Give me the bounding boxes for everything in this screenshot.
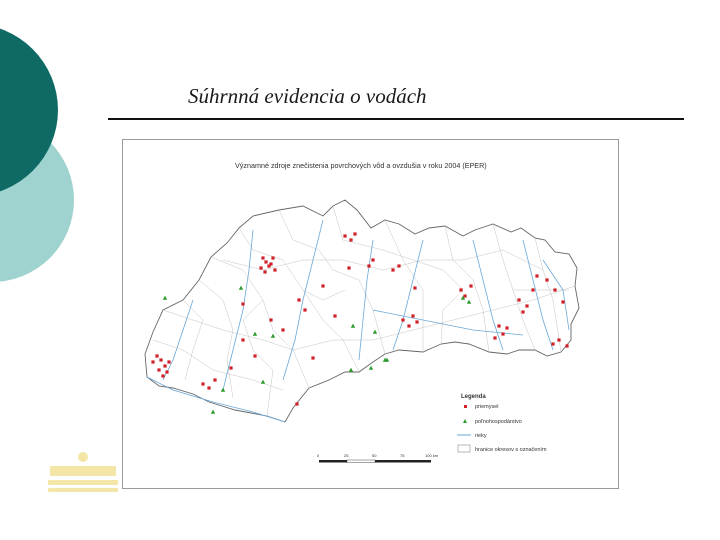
- industry-marker: [561, 300, 564, 303]
- organization-logo: [46, 448, 120, 498]
- industry-marker: [264, 260, 267, 263]
- industry-marker: [565, 344, 568, 347]
- legend-item-districts: hranice okresov s označením: [475, 447, 547, 453]
- scale-segment: [403, 460, 431, 463]
- industry-marker: [367, 264, 370, 267]
- map-svg: [123, 140, 620, 490]
- scale-segment: [375, 460, 403, 463]
- industry-marker: [343, 234, 346, 237]
- industry-marker: [517, 298, 520, 301]
- industry-marker: [493, 336, 496, 339]
- scale-segment: [347, 460, 375, 463]
- industry-marker: [347, 266, 350, 269]
- industry-marker: [253, 354, 256, 357]
- industry-marker: [535, 274, 538, 277]
- industry-marker: [269, 262, 272, 265]
- legend-district-symbol: [458, 445, 470, 452]
- industry-marker: [261, 256, 264, 259]
- industry-marker: [161, 374, 164, 377]
- legend-heading: Legenda: [461, 394, 486, 400]
- title-underline: [108, 118, 684, 120]
- legend: [457, 394, 547, 453]
- industry-marker: [521, 310, 524, 313]
- industry-marker: [459, 288, 462, 291]
- industry-marker: [557, 338, 560, 341]
- slide-title: Súhrnná evidencia o vodách: [188, 84, 427, 108]
- industry-marker: [151, 360, 154, 363]
- industry-marker: [167, 360, 170, 363]
- industry-marker: [407, 324, 410, 327]
- industry-marker: [295, 402, 298, 405]
- industry-marker: [201, 382, 204, 385]
- industry-marker: [401, 318, 404, 321]
- industry-marker: [165, 370, 168, 373]
- industry-marker: [271, 256, 274, 259]
- industry-marker: [297, 298, 300, 301]
- legend-item-rivers: rieky: [475, 433, 487, 439]
- agriculture-marker: [369, 366, 373, 370]
- industry-marker: [213, 378, 216, 381]
- industry-marker: [259, 266, 262, 269]
- industry-marker: [311, 356, 314, 359]
- scale-label: 100 km: [425, 453, 439, 458]
- industry-marker: [531, 288, 534, 291]
- industry-marker: [273, 268, 276, 271]
- industry-marker: [505, 326, 508, 329]
- industry-marker: [241, 338, 244, 341]
- legend-item-industry: priemysel: [475, 404, 499, 410]
- industry-marker: [163, 364, 166, 367]
- agriculture-marker: [163, 296, 167, 300]
- industry-marker: [241, 302, 244, 305]
- industry-marker: [469, 284, 472, 287]
- industry-marker: [497, 324, 500, 327]
- industry-marker: [553, 288, 556, 291]
- industry-marker: [415, 320, 418, 323]
- scale-segment: [319, 460, 347, 463]
- industry-marker: [525, 304, 528, 307]
- industry-marker: [155, 354, 158, 357]
- map-title: Významné zdroje znečistenia povrchových vôd a ovzdušia v roku 2004 (EPER): [235, 161, 487, 170]
- scale-bar: [317, 453, 439, 463]
- scale-label: 0: [317, 453, 320, 458]
- scale-label: 25: [344, 453, 349, 458]
- scale-label: 50: [372, 453, 377, 458]
- industry-marker: [411, 314, 414, 317]
- industry-marker: [545, 278, 548, 281]
- industry-marker: [207, 386, 210, 389]
- industry-marker: [269, 318, 272, 321]
- industry-marker: [551, 342, 554, 345]
- industry-marker: [303, 308, 306, 311]
- industry-marker: [333, 314, 336, 317]
- corner-decoration: [0, 0, 130, 300]
- industry-marker: [349, 238, 352, 241]
- map-figure: [122, 139, 619, 489]
- industry-marker: [321, 284, 324, 287]
- industry-marker: [413, 286, 416, 289]
- legend-agriculture-symbol: [463, 419, 467, 423]
- legend-industry-symbol: [464, 405, 467, 408]
- industry-marker: [391, 268, 394, 271]
- scale-label: 75: [400, 453, 405, 458]
- industry-marker: [229, 366, 232, 369]
- industry-marker: [463, 294, 466, 297]
- industry-marker: [371, 258, 374, 261]
- industry-marker: [157, 368, 160, 371]
- agriculture-marker: [211, 410, 215, 414]
- industry-marker: [263, 270, 266, 273]
- industry-marker: [397, 264, 400, 267]
- industry-marker: [281, 328, 284, 331]
- industry-marker: [501, 332, 504, 335]
- industry-marker: [159, 358, 162, 361]
- legend-item-agriculture: poľnohospodárstvo: [475, 419, 522, 425]
- industry-marker: [353, 232, 356, 235]
